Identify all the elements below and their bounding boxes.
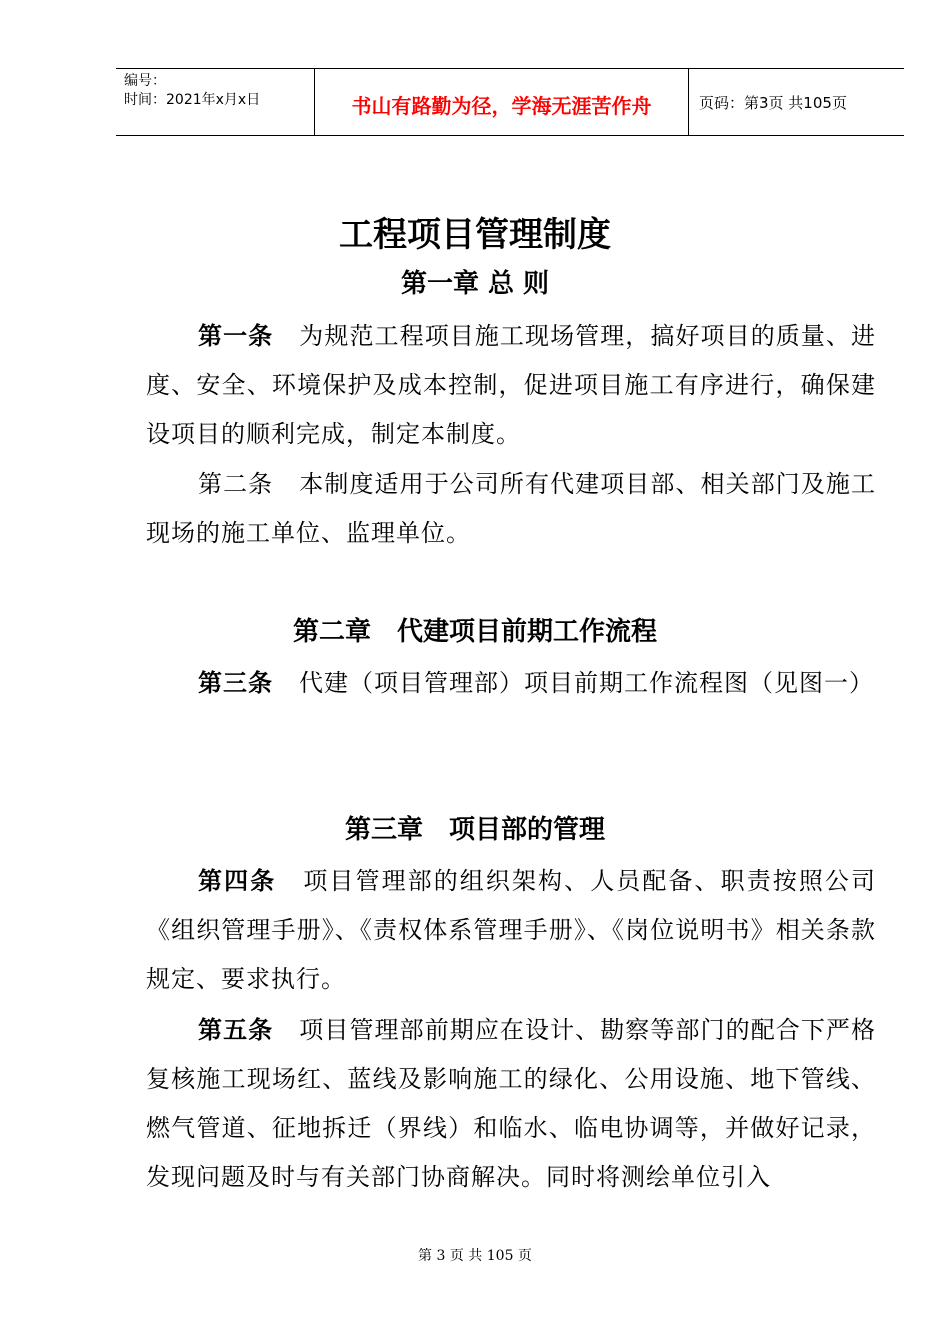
header-page-info: 页码：第3页 共105页 — [699, 93, 847, 112]
article-4 — [146, 857, 876, 1004]
article-4-label: 第四条 — [198, 867, 277, 895]
article-3 — [146, 659, 876, 708]
header-table — [116, 68, 904, 136]
article-1-text: 为规范工程项目施工现场管理，搞好项目的质量、进度、安全、环境保护及成本控制，促进项目施工有序进行，确保建设项目的顺利完成，制定本制度。 — [146, 322, 877, 448]
article-5-text: 项目管理部前期应在设计、勘察等部门的配合下严格复核施工现场红、蓝线及影响施工的绿化、公用设施、地下管线、燃气管道、征地拆迁（界线）和临水、临电协调等，并做好记录，发现问题及时与有关部门协商解决。同时将测绘单位引入 — [146, 1016, 877, 1191]
number-label: 编号： — [124, 73, 166, 89]
article-5 — [146, 1006, 876, 1202]
article-3-text: 代建（项目管理部）项目前期工作流程图（见图一） — [299, 669, 874, 697]
article-2-label: 第二条 — [198, 470, 274, 498]
header-motto: 书山有路勤为径，学海无涯苦作舟 — [315, 69, 689, 135]
article-2-text: 本制度适用于公司所有代建项目部、相关部门及施工现场的施工单位、监理单位。 — [146, 470, 877, 547]
page-footer: 第 3 页 共 105 页 — [418, 1248, 532, 1264]
article-1 — [146, 312, 876, 459]
header-meta-cell — [116, 69, 315, 135]
chapter-3-title: 第三章 项目部的管理 — [344, 815, 605, 845]
article-5-label: 第五条 — [198, 1016, 274, 1044]
document-title: 工程项目管理制度 — [339, 215, 611, 255]
article-2 — [146, 460, 876, 558]
article-1-label: 第一条 — [198, 322, 274, 350]
chapter-1-title: 第一章 总 则 — [400, 269, 550, 299]
article-4-text: 项目管理部的组织架构、人员配备、职责按照公司《组织管理手册》、《责权体系管理手册》、《岗位说明书》相关条款规定、要求执行。 — [146, 867, 877, 993]
article-3-label: 第三条 — [198, 669, 273, 697]
time-label: 时间：2021年x月x日 — [124, 92, 261, 108]
chapter-2-title: 第二章 代建项目前期工作流程 — [292, 617, 657, 647]
